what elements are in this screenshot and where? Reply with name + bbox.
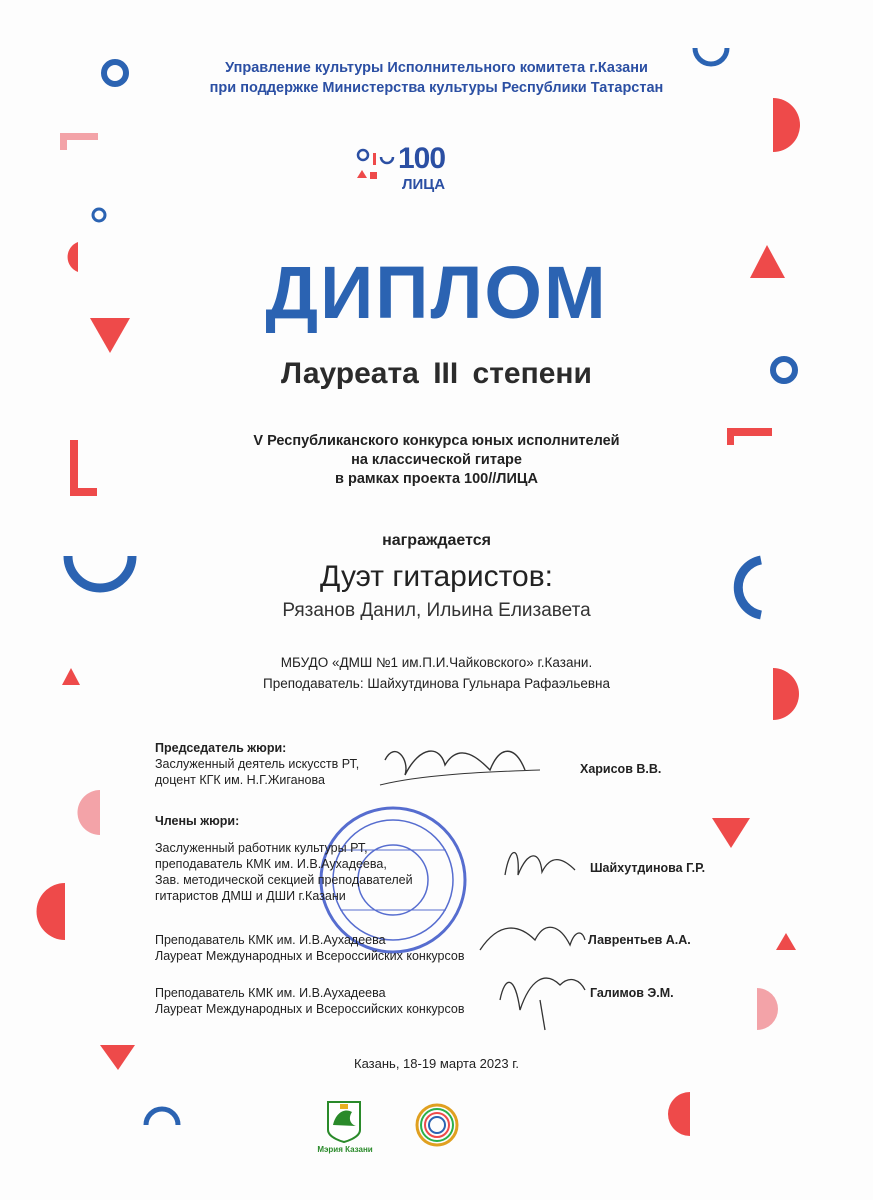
signature-member-3 [500,978,585,1030]
school-line: МБУДО «ДМШ №1 им.П.И.Чайковского» г.Казани. [280,655,593,670]
jury-member-1-block [155,840,413,904]
signature-chair-line [380,770,540,785]
signature-member-1 [505,853,575,876]
festival-logo [417,1105,457,1145]
jury-chair-name: Харисов В.В. [580,762,662,776]
jury-member-1-desc-1: Заслуженный работник культуры РТ, [155,841,368,855]
page-title: ДИПЛОМ [265,251,608,334]
jury-members-label-block [155,813,239,829]
jury-member-1-desc-3: Зав. методической секцией преподавателей [155,873,413,887]
circle-shape [93,209,105,221]
logo-word: ЛИЦА [402,176,446,193]
date-place: Казань, 18-19 марта 2023 г. [354,1056,519,1071]
kazan-emblem [328,1102,360,1142]
contest-line-2: на классической гитаре [351,452,522,468]
awarded-label: награждается [382,532,491,549]
jury-member-2-name: Лаврентьев А.А. [588,933,691,947]
half-circle-shape [757,988,778,1030]
organizer-line-2: при поддержке Министерства культуры Республики Татарстан [209,80,664,96]
arc-shape [146,1109,178,1125]
school-block [0,652,873,694]
organizer-line-1: Управление культуры Исполнительного комитета г.Казани [225,60,648,76]
degree-title: Лауреата III степени [281,357,592,390]
jury-member-2-desc-2: Лауреат Международных и Всероссийских конкурсов [155,949,465,963]
half-circle-shape [668,1092,690,1136]
emblem-caption: Мэрия Казани [317,1145,373,1154]
logo-number: 100 [398,142,446,175]
jury-member-3-desc-2: Лауреат Международных и Всероссийских конкурсов [155,1002,465,1016]
half-circle-shape [773,98,800,152]
triangle-shape [776,933,796,950]
jury-member-3-block [155,985,464,1017]
jury-member-1-name: Шайхутдинова Г.Р. [590,861,706,875]
jury-chair-desc-1: Заслуженный деятель искусств РТ, [155,757,360,771]
recipient-title: Дуэт гитаристов: [320,560,553,593]
contest-line-3: в рамках проекта 100//ЛИЦА [335,471,538,487]
corner-shape [60,133,98,150]
project-logo [350,142,470,194]
jury-chair-label: Председатель жюри: [155,741,287,755]
jury-member-3-name: Галимов Э.М. [590,986,674,1000]
recipient-names: Рязанов Данил, Ильина Елизавета [282,600,591,621]
half-circle-shape [78,790,100,835]
jury-member-1-desc-4: гитаристов ДМШ и ДШИ г.Казани [155,889,346,903]
jury-member-3-desc-1: Преподаватель КМК им. И.В.Аухадеева [155,986,386,1000]
half-circle-shape [37,883,66,940]
jury-member-2-desc-1: Преподаватель КМК им. И.В.Аухадеева [155,933,386,947]
organizer-block [0,58,873,98]
jury-member-2-block [155,932,464,964]
jury-chair-desc-2: доцент КГК им. Н.Г.Жиганова [155,773,325,787]
jury-members-label: Члены жюри: [155,814,240,828]
contest-block [0,432,873,489]
triangle-shape [712,818,750,848]
jury-member-1-desc-2: преподаватель КМК им. И.В.Аухадеева, [155,857,387,871]
signature-member-2 [480,927,585,950]
contest-line-1: V Республиканского конкурса юных исполнителей [253,433,620,449]
teacher-line: Преподаватель: Шайхутдинова Гульнара Рафаэльевна [262,676,610,691]
jury-chair-block [155,740,359,788]
